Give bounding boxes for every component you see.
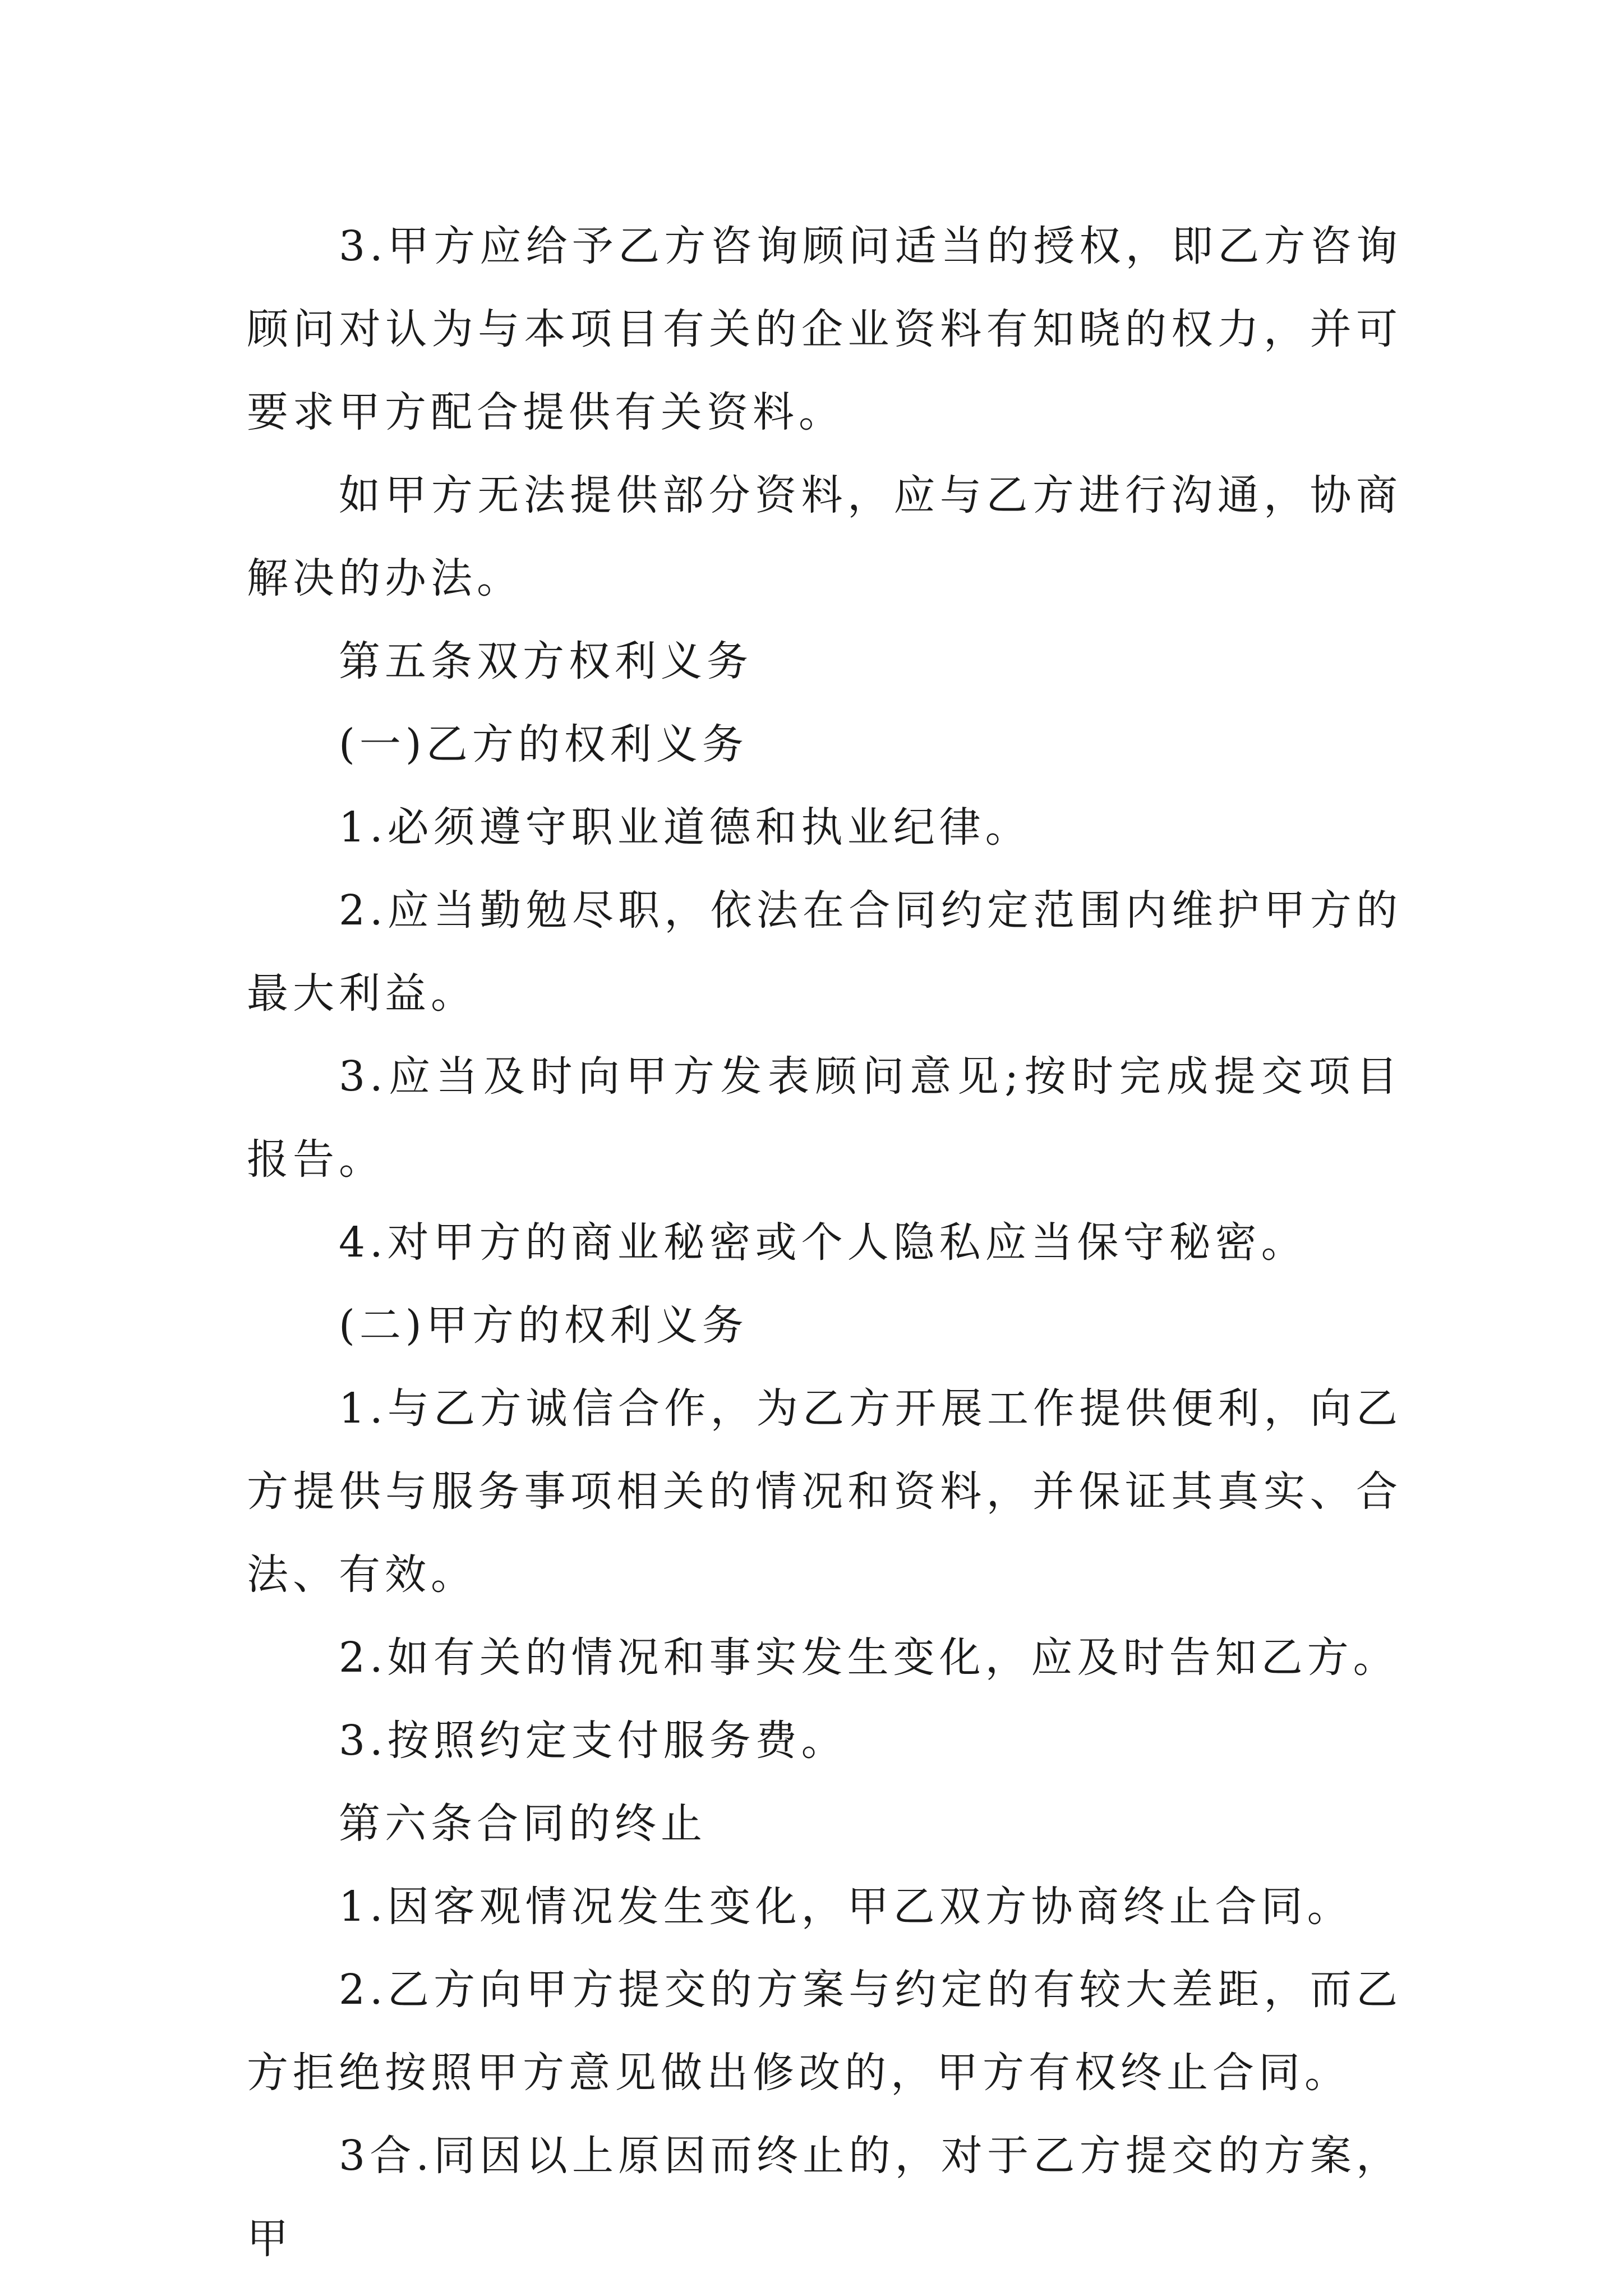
party-a-item-1: 1.与乙方诚信合作，为乙方开展工作提供便利，向乙方提供与服务事项相关的情况和资料，并保证其真实、合法、有效。 [247, 1384, 1402, 1599]
party-b-item-4: 4.对甲方的商业秘密或个人隐私应当保守秘密。 [339, 1218, 1307, 1267]
termination-item-2: 2.乙方向甲方提交的方案与约定的有较大差距，而乙方拒绝按照甲方意见做出修改的，甲方有权终止合同。 [247, 1966, 1402, 2097]
party-a-item-2: 2.如有关的情况和事实发生变化，应及时告知乙方。 [339, 1634, 1399, 1682]
paragraph-communication: 如甲方无法提供部分资料，应与乙方进行沟通，协商解决的办法。 [247, 471, 1402, 602]
termination-item-3: 3合.同因以上原因而终止的，对于乙方提交的方案，甲 [247, 2132, 1402, 2263]
party-b-item-3: 3.应当及时向甲方发表顾问意见;按时完成提交项目报告。 [247, 1052, 1402, 1184]
party-a-item-3: 3.按照约定支付服务费。 [339, 1717, 847, 1765]
section-party-a-heading: (二)甲方的权利义务 [339, 1301, 748, 1350]
article-5-heading: 第五条双方权利义务 [339, 637, 753, 685]
document-body [247, 205, 1402, 2280]
paragraph-authorization: 3.甲方应给予乙方咨询顾问适当的授权，即乙方咨询顾问对认为与本项目有关的企业资料有知晓的权力，并可要求甲方配合提供有关资料。 [247, 222, 1402, 436]
party-b-item-1: 1.必须遵守职业道德和执业纪律。 [339, 803, 1031, 852]
section-party-b-heading: (一)乙方的权利义务 [339, 720, 748, 769]
termination-item-1: 1.因客观情况发生变化，甲乙双方协商终止合同。 [339, 1883, 1353, 1931]
party-b-item-2: 2.应当勤勉尽职，依法在合同约定范围内维护甲方的最大利益。 [247, 886, 1402, 1018]
article-6-heading: 第六条合同的终止 [339, 1800, 707, 1848]
